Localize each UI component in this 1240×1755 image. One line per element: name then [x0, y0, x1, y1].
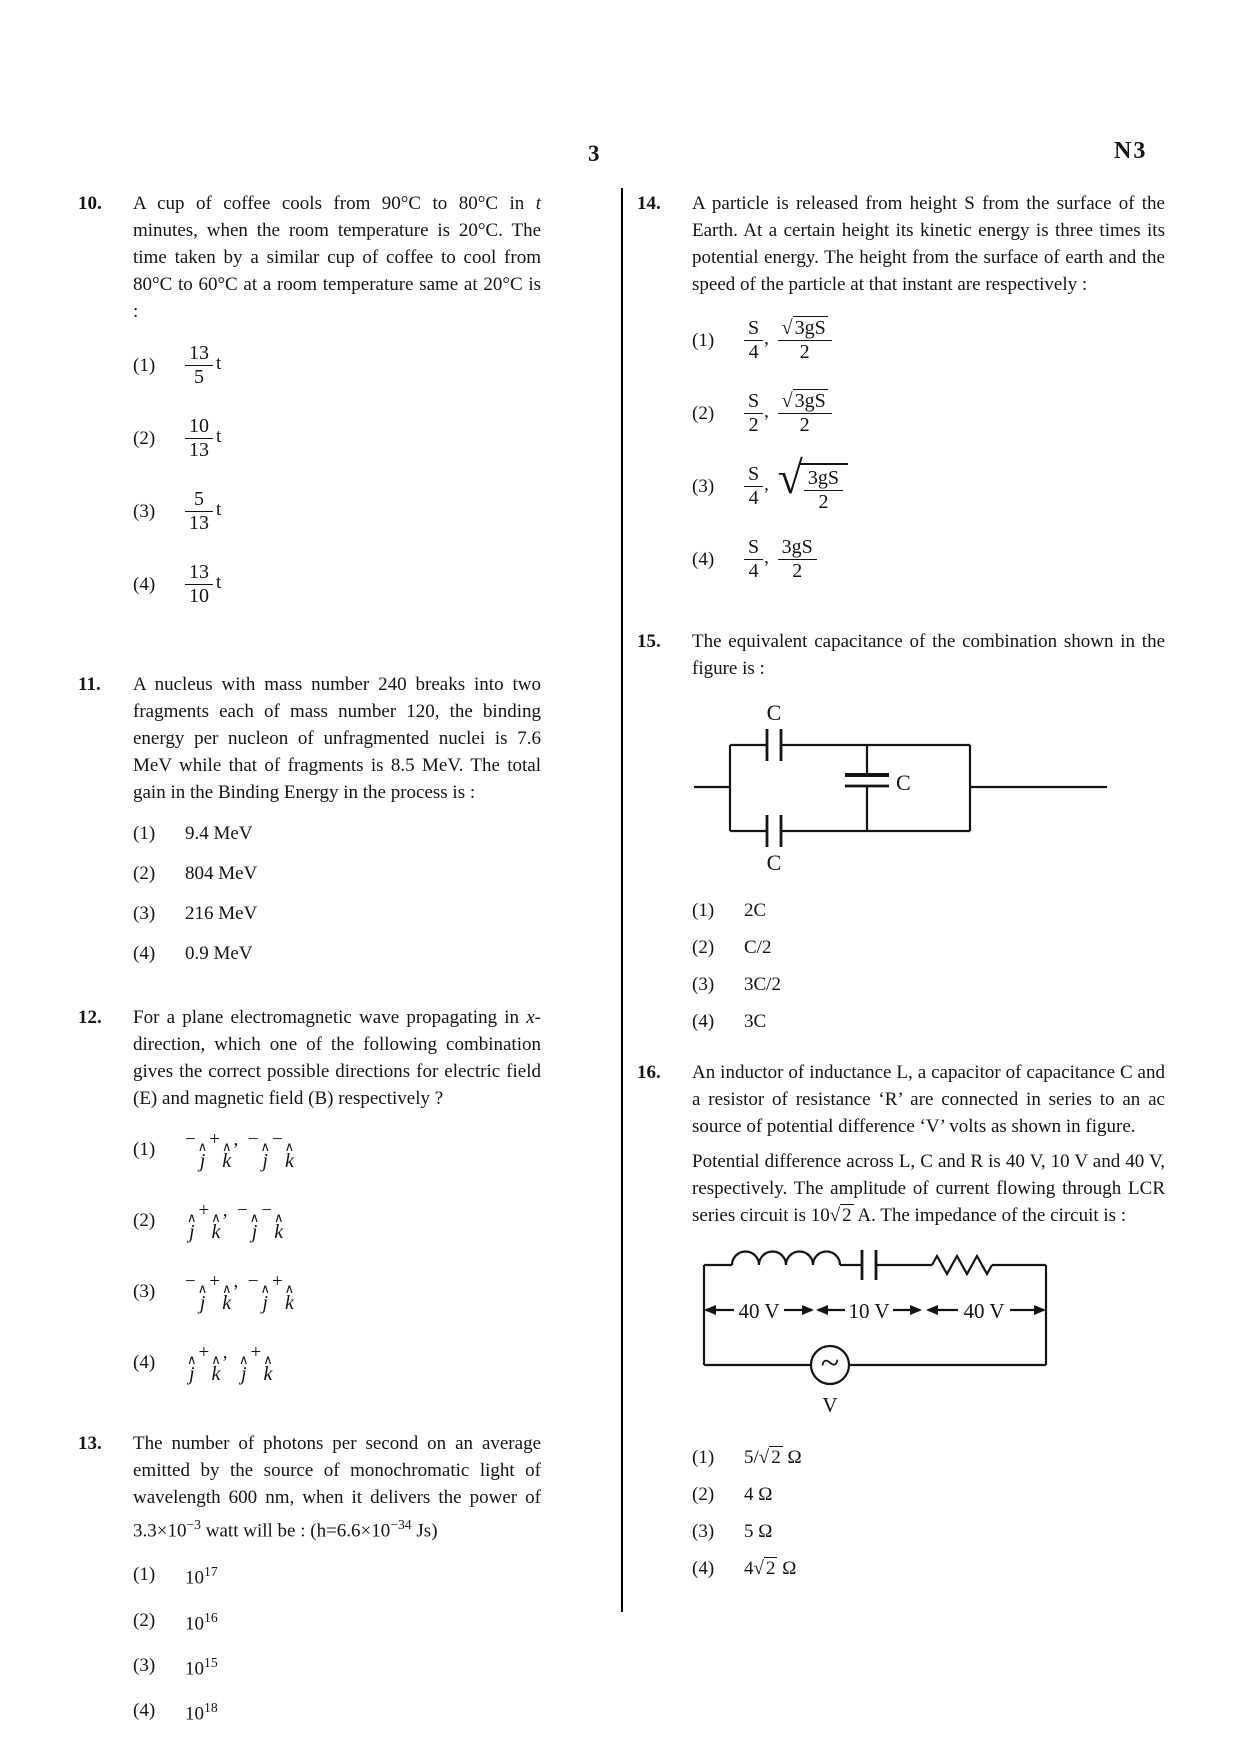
- question-text: For a plane electromagnetic wave propagating in x-direction, which one of the following combination gives the correct possible directions for electric field (E) and magnetic field (B) respectively ?: [133, 1007, 541, 1109]
- voltage-mid-label: 10 V: [848, 1299, 890, 1323]
- option-3: [133, 485, 541, 537]
- left-column: [78, 190, 541, 1740]
- option-value: $\frac{13}{10}$ t: [185, 561, 221, 608]
- option-label: (4): [692, 1011, 715, 1032]
- voltage-right-label: 40 V: [963, 1299, 1005, 1323]
- option-3: [133, 1649, 541, 1682]
- question-text: An inductor of inductance L, a capacitor of capacitance C and a resistor of resistance ‘R’ are connected in series to an ac source of potential difference ‘V’ volts as shown in figure.: [692, 1062, 1165, 1137]
- question-number: 14.: [637, 193, 661, 214]
- lcr-circuit-diagram: [692, 1247, 1062, 1425]
- capacitor-top-label: C: [766, 700, 782, 725]
- option-label: (3): [133, 500, 156, 522]
- option-2: [692, 385, 1165, 441]
- option-4: [692, 1008, 1165, 1035]
- option-3: [692, 452, 1165, 514]
- option-2: [133, 1197, 541, 1243]
- question-15: [637, 628, 1165, 1045]
- option-label: (1): [692, 1447, 715, 1468]
- question-11: [78, 671, 541, 980]
- question-10: [78, 190, 541, 631]
- options: [692, 312, 1165, 587]
- option-1: [133, 1558, 541, 1591]
- option-value: $\frac{S}{4}$ , √ $\frac{3gS}{2}$: [744, 458, 848, 514]
- option-label: (1): [133, 1138, 156, 1160]
- options: [133, 1126, 541, 1385]
- option-label: (3): [692, 1521, 715, 1542]
- option-value: 3C: [744, 1011, 767, 1032]
- option-1: [133, 820, 541, 847]
- resistor-symbol: [932, 1256, 992, 1274]
- capacitor-middle-symbol: [845, 775, 889, 786]
- capacitor-bottom-label: C: [766, 850, 782, 875]
- inductor-symbol: [732, 1252, 840, 1266]
- question-text-2: Potential difference across L, C and R is 40 V, 10 V and 40 V, respectively. The amplitude of current flowing through LCR series circuit is 10√ 2 A. The impedance of the circuit is :: [692, 1151, 1165, 1226]
- option-value: − ∧ j + ∧ k , − ∧ j + ∧ k: [185, 1271, 295, 1314]
- figure-capacitor-network: [692, 688, 1165, 883]
- capacitor-top-symbol: [767, 729, 781, 761]
- capacitor-bottom-symbol: [767, 815, 781, 847]
- option-label: (2): [692, 1484, 715, 1505]
- paper-code: N3: [1114, 138, 1148, 164]
- option-2: [133, 860, 541, 887]
- question-number: 12.: [78, 1007, 102, 1028]
- option-value: 5 Ω: [744, 1521, 773, 1542]
- question-text: The number of photons per second on an average emitted by the source of monochromatic light of wavelength 600 nm, when it delivers the power of $3.3\times 10^{-3}$ watt will be : ($h=6.6\times 10^{-34}$ Js): [133, 1433, 541, 1542]
- option-4: [133, 940, 541, 967]
- voltage-left-label: 40 V: [738, 1299, 780, 1323]
- option-label: (3): [692, 974, 715, 995]
- ac-source-symbol: [811, 1345, 849, 1384]
- capacitor-symbol: [862, 1250, 876, 1280]
- option-value: $10^{15}$: [185, 1654, 218, 1680]
- option-label: (2): [692, 937, 715, 958]
- question-text: A particle is released from height S from the surface of the Earth. At a certain height its kinetic energy is three times its potential energy. The height from the surface of earth and the speed of the particle at that instant are respectively :: [692, 193, 1165, 295]
- option-3: [133, 900, 541, 927]
- option-label: (1): [133, 1564, 156, 1586]
- option-2: [133, 412, 541, 464]
- option-value: $10^{16}$: [185, 1609, 218, 1634]
- column-divider: [621, 188, 623, 1612]
- question-text: A nucleus with mass number 240 breaks into two fragments each of mass number 120, the binding energy per nucleon of unfragmented nuclei is 7.6 MeV while that of fragments is 8.5 MeV. The total gain in the Binding Energy in the process is :: [133, 674, 541, 803]
- option-3: [133, 1268, 541, 1314]
- option-value: 0.9 MeV: [185, 943, 253, 964]
- capacitor-middle-label: C: [896, 770, 911, 795]
- option-value: 4√ 2 Ω: [744, 1558, 797, 1579]
- option-2: [692, 1481, 1165, 1508]
- option-3: [692, 1518, 1165, 1545]
- option-label: (4): [133, 943, 156, 964]
- options: [133, 1558, 541, 1727]
- option-label: (2): [133, 1209, 156, 1231]
- question-14: [637, 190, 1165, 604]
- option-value: $\frac{S}{4}$ , $\frac{3gS}{2}$: [744, 536, 817, 583]
- option-value: $10^{17}$: [185, 1564, 218, 1589]
- voltage-arrows: [704, 1299, 1046, 1323]
- option-4: [692, 1555, 1165, 1582]
- option-label: (1): [133, 354, 156, 376]
- option-label: (1): [692, 329, 715, 351]
- option-value: 216 MeV: [185, 903, 258, 924]
- option-value: 3C/2: [744, 974, 781, 995]
- option-label: (4): [133, 1700, 156, 1722]
- option-3: [692, 971, 1165, 998]
- question-number: 10.: [78, 193, 102, 214]
- option-label: (4): [133, 573, 156, 595]
- option-4: [133, 1694, 541, 1727]
- option-4: [692, 531, 1165, 587]
- option-label: (1): [133, 823, 156, 844]
- options: [692, 1444, 1165, 1582]
- option-label: (1): [692, 900, 715, 921]
- option-1: [692, 312, 1165, 368]
- question-number: 15.: [637, 631, 661, 652]
- question-number: 11.: [78, 674, 101, 695]
- option-label: (3): [133, 1280, 156, 1302]
- option-value: 9.4 MeV: [185, 823, 253, 844]
- option-2: [692, 934, 1165, 961]
- option-value: ∧ j + ∧ k , ∧ j + ∧ k: [187, 1342, 273, 1385]
- option-value: $10^{18}$: [185, 1700, 218, 1725]
- options: [133, 339, 541, 610]
- option-value: − ∧ j + ∧ k , − ∧ j − ∧ k: [185, 1129, 295, 1172]
- question-text: A cup of coffee cools from 90°C to 80°C in t minutes, when the room temperature is 20°C. The time taken by a similar cup of coffee to cool from 80°C to 60°C at a room temperature same at 20°C is :: [133, 193, 541, 322]
- option-value: ∧ j + ∧ k , − ∧ j − ∧ k: [187, 1200, 284, 1243]
- option-label: (2): [133, 427, 156, 449]
- option-1: [133, 1126, 541, 1172]
- question-text: The equivalent capacitance of the combination shown in the figure is :: [692, 631, 1165, 679]
- figure-lcr-circuit: [692, 1247, 1165, 1430]
- option-label: (3): [133, 1655, 156, 1677]
- option-label: (4): [692, 1558, 715, 1579]
- question-number: 13.: [78, 1433, 102, 1454]
- option-value: 804 MeV: [185, 863, 258, 884]
- option-label: (4): [133, 1351, 156, 1373]
- option-value: 4 Ω: [744, 1484, 773, 1505]
- right-column: [637, 190, 1165, 1592]
- question-16: [637, 1059, 1165, 1592]
- question-12: [78, 1004, 541, 1410]
- option-label: (4): [692, 548, 715, 570]
- option-label: (3): [692, 475, 715, 497]
- option-label: (3): [133, 903, 156, 924]
- option-value: $\frac{S}{4}$ , $\frac{√ 3gS}{2}$: [744, 317, 832, 364]
- option-value: 5/√ 2 Ω: [744, 1447, 802, 1468]
- option-label: (2): [133, 1609, 156, 1631]
- option-label: (2): [692, 402, 715, 424]
- options: [133, 820, 541, 967]
- option-value: $\frac{13}{5}$ t: [185, 342, 221, 389]
- source-label: V: [822, 1393, 838, 1417]
- question-13: [78, 1430, 541, 1740]
- options: [692, 897, 1165, 1035]
- option-1: [692, 897, 1165, 924]
- capacitor-network-diagram: [692, 688, 1112, 878]
- option-value: $\frac{10}{13}$ t: [185, 415, 221, 462]
- question-number: 16.: [637, 1062, 661, 1083]
- option-label: (2): [133, 863, 156, 884]
- ac-tilde: ~: [820, 1345, 840, 1382]
- option-1: [692, 1444, 1165, 1471]
- option-1: [133, 339, 541, 391]
- option-value: $\frac{S}{2}$ , $\frac{√ 3gS}{2}$: [744, 390, 832, 437]
- option-2: [133, 1604, 541, 1637]
- option-4: [133, 1339, 541, 1385]
- option-value: C/2: [744, 937, 772, 958]
- option-4: [133, 558, 541, 610]
- page-number: 3: [588, 141, 600, 166]
- option-value: 2C: [744, 900, 767, 921]
- option-value: $\frac{5}{13}$ t: [185, 488, 221, 535]
